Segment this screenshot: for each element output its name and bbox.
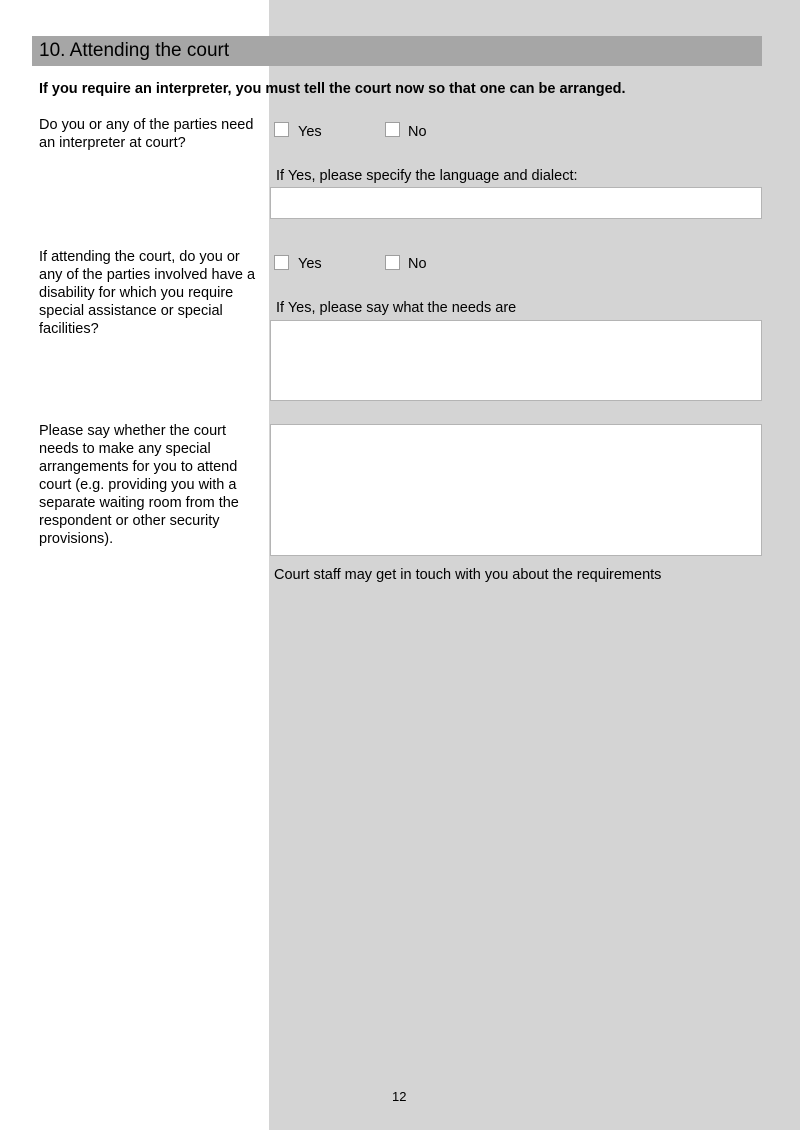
interpreter-yes-checkbox[interactable] [274,122,289,137]
disability-no-label: No [408,256,427,272]
interpreter-yes-label: Yes [298,124,322,140]
interpreter-question: Do you or any of the parties need an interpreter at court? [39,117,254,151]
disability-question: If attending the court, do you or any of the parties involved have a disability for which you require special assistance or special facilities? [39,249,256,337]
arrangements-field[interactable] [270,424,762,556]
disability-yes-label: Yes [298,256,322,272]
interpreter-language-label: If Yes, please specify the language and dialect: [276,168,578,184]
interpreter-no-checkbox[interactable] [385,122,400,137]
disability-needs-field[interactable] [270,320,762,401]
arrangements-question: Please say whether the court needs to make any special arrangements for you to attend court (e.g. providing you with a separate waiting room from the respondent or other security provisions). [39,423,239,547]
interpreter-notice: If you require an interpreter, you must tell the court now so that one can be arranged. [39,81,626,97]
interpreter-no-label: No [408,124,427,140]
interpreter-language-field[interactable] [270,187,762,219]
page-number: 12 [392,1089,407,1104]
court-staff-note: Court staff may get in touch with you about the requirements [274,567,662,583]
disability-no-checkbox[interactable] [385,255,400,270]
disability-needs-label: If Yes, please say what the needs are [276,300,517,316]
section-title: 10. Attending the court [32,36,762,66]
disability-yes-checkbox[interactable] [274,255,289,270]
